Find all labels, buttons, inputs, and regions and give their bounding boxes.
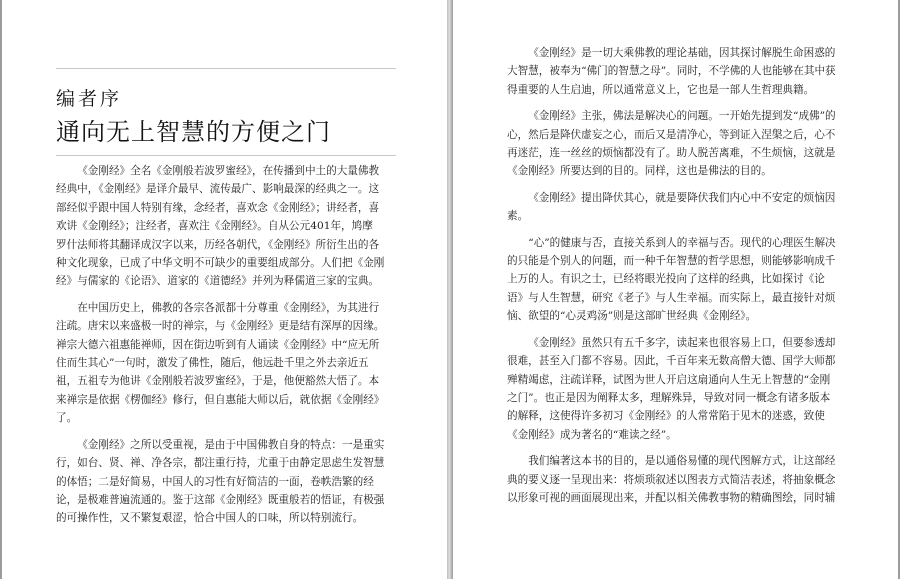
text-line: 《金刚经》成为著名的“难读之经”。 (507, 428, 677, 441)
text-line: 的只能是个别人的问题，而一种千年智慧的哲学思想，则能够影响成千 (507, 255, 836, 268)
text-line: 《金刚经》全名《金刚般若波罗蜜经》，在传播到中土的大量佛教 (77, 165, 380, 177)
text-line: 上万的人。有识之士，已经将眼光投向了这样的经典，比如探讨《论 (507, 273, 825, 286)
text-line: 禅宗大德六祖惠能禅师，因在街边听到有人诵读《金刚经》中“应无所 (56, 338, 380, 351)
text-line: 论，是极难普遍流通的。鉴于这部《金刚经》既重般若的悟证，有极强 (56, 493, 385, 506)
preface-title: 通向无上智慧的方便之门 (56, 118, 331, 146)
text-line: 《金刚经》之所以受重视，是由于中国佛教自身的特点：一是重实 (77, 438, 385, 451)
text-line: 经典中，《金刚经》是译介最早、流传最广、影响最深的经典之一。这 (56, 183, 380, 196)
text-line: 了。 (56, 412, 78, 425)
text-line: 种文化现象，已成了中华文明不可缺少的重要组成部分。人们把《金刚 (56, 257, 385, 270)
text-line: 之门”。也正是因为阐释太多，理解殊异，导致对同一概念有诸多版本 (507, 391, 831, 404)
left-body-text (56, 162, 396, 528)
paragraph-gap (507, 226, 847, 234)
text-line: 再迷茫，连一丝丝的烦恼都没有了。助人脱苦离难，不生烦恼，这就是 (507, 147, 836, 160)
text-line: 心，然后是降伏虚妄之心，而后又是清净心，等到证入涅槃之后，心不 (507, 128, 836, 141)
right-body-text (507, 44, 847, 507)
paragraph (507, 452, 847, 507)
text-line: 我们编著这本书的目的，是以通俗易懂的现代图解方式，让这部经 (528, 455, 836, 468)
text-line: 《金刚经》主张，佛法是解决心的问题。一开始先提到发“成佛”的 (528, 110, 836, 123)
preface-heading: 编者序 (56, 88, 123, 110)
text-line: 的可操作性，又不繁复艰涩，恰合中国人的口味，所以特别流行。 (56, 512, 364, 525)
text-line: 经》与儒家的《论语》、道家的《道德经》并列为释儒道三家的宝典。 (56, 275, 380, 288)
paragraph (507, 107, 847, 181)
paragraph (56, 436, 396, 528)
paragraph (507, 234, 847, 326)
paragraph-gap (507, 99, 847, 107)
text-line: 住而生其心”一句时，激发了佛性，随后，他远赴千里之外去亲近五 (56, 357, 369, 370)
text-line: 以形象可视的画面展现出来，并配以相关佛教事物的精确图绘，同时辅 (507, 491, 836, 504)
paragraph (507, 44, 847, 99)
right-page (453, 0, 900, 579)
text-line: 素。 (507, 210, 529, 223)
text-line: 很难，甚至入门都不容易。因此，千百年来无数高僧大德、国学大师都 (507, 355, 836, 368)
text-line: 殚精竭虑，注疏详释，试图为世人开启这扇通向人生无上智慧的“金刚 (507, 373, 831, 386)
text-line: 部经似乎跟中国人特别有缘，念经者，喜欢念《金刚经》；讲经者，喜 (56, 201, 380, 214)
text-line: 典的要义逐一呈现出来：将烦琐叙述以图表方式简洁表述，将抽象概念 (507, 473, 836, 486)
text-line: 罗什法师将其翻译成汉字以来，历经各朝代，《金刚经》所衍生出的各 (56, 238, 380, 251)
top-divider (56, 68, 396, 69)
text-line: 的体悟；二是好简易，中国人的习性有好简洁的一面，卷帙浩繁的经 (56, 475, 374, 488)
text-line: 在中国历史上，佛教的各宗各派都十分尊重《金刚经》，为其进行 (77, 301, 380, 314)
text-line: 注疏。唐宋以来盛极一时的禅宗，与《金刚经》更是结有深厚的因缘。 (56, 320, 385, 333)
paragraph-gap (56, 291, 396, 299)
paragraph-gap (507, 181, 847, 189)
text-line: 得重要的人生启迪，所以通常意义上，它也是一部人生哲理典籍。 (507, 83, 815, 96)
paragraph-gap (56, 428, 396, 436)
text-line: 欢讲《金刚经》；注经者，喜欢注《金刚经》。自从公元401年，鸠摩 (56, 220, 373, 233)
paragraph-gap (507, 326, 847, 334)
text-line: 来禅宗是依据《楞伽经》修行，但自惠能大师以后，就依据《金刚经》 (56, 393, 385, 406)
text-line: 语》与人生智慧，研究《老子》与人生幸福。而实际上，最直接针对烦 (507, 291, 836, 304)
paragraph-gap (507, 444, 847, 452)
paragraph (56, 299, 396, 428)
text-line: 行，如台、贤、禅、净各宗，都注重行持，尤重于由静定思虑生发智慧 (56, 457, 385, 470)
text-line: “心”的健康与否，直接关系到人的幸福与否。现代的心理医生解决 (528, 236, 836, 249)
text-line: 《金刚经》所要达到的目的。同样，这也是佛法的目的。 (507, 165, 772, 178)
page-edge-left (0, 0, 2, 579)
text-line: 的解释，这使得许多初习《金刚经》的人常常陷于见木的迷惑，致使 (507, 410, 825, 423)
paragraph (56, 162, 396, 291)
paragraph (507, 334, 847, 444)
text-line: 祖，五祖专为他讲《金刚般若波罗蜜经》，于是，他便豁然大悟了。本 (56, 375, 380, 388)
title-divider (56, 155, 396, 156)
text-line: 《金刚经》虽然只有五千多字，读起来也很容易上口，但要参透却 (528, 336, 836, 349)
text-line: 恼、欲望的“心灵鸡汤”则是这部旷世经典《金刚经》。 (507, 310, 757, 323)
paragraph (507, 189, 847, 226)
text-line: 大智慧，被奉为“佛门的智慧之母”。同时，不学佛的人也能够在其中获 (507, 65, 836, 78)
text-line: 《金刚经》提出降伏其心，就是要降伏我们内心中不安定的烦恼因 (528, 191, 836, 204)
text-line: 《金刚经》是一切大乘佛教的理论基础，因其探讨解脱生命困惑的 (528, 47, 836, 59)
left-page (0, 0, 447, 579)
